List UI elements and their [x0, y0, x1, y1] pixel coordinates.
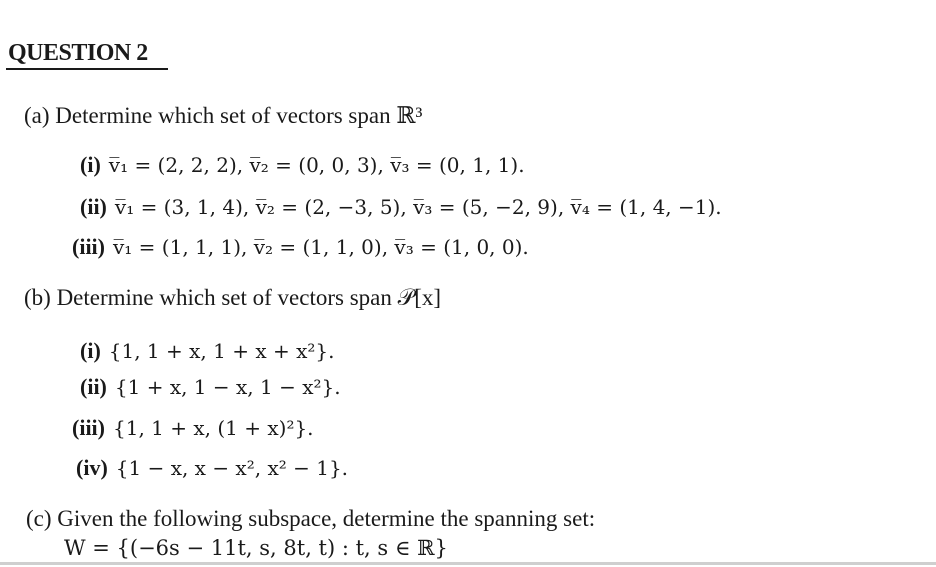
bottom-divider: [0, 562, 936, 565]
part-a-item-i: [80, 152, 525, 178]
item-text: {1, 1 + x, 1 + x + x²}.: [108, 339, 335, 363]
part-a-item-iii: [72, 234, 529, 260]
part-b-item-iii: [72, 415, 314, 441]
part-c-heading: (c) Given the following subspace, determine the spanning set:: [26, 506, 596, 531]
item-label: (i): [80, 338, 101, 363]
item-text: {1 + x, 1 − x, 1 − x²}.: [114, 375, 341, 399]
item-label: (iii): [72, 234, 105, 259]
item-text: {1, 1 + x, (1 + x)²}.: [113, 416, 314, 440]
item-text: v̅₁ = (3, 1, 4), v̅₂ = (2, −3, 5), v̅₃ = (5, −2, 9), v̅₄ = (1, 4, −1).: [114, 195, 722, 219]
part-b-item-ii: [80, 374, 341, 400]
item-label: (ii): [80, 374, 107, 399]
item-text: v̅₁ = (2, 2, 2), v̅₂ = (0, 0, 3), v̅₃ = (0, 1, 1).: [108, 153, 525, 177]
part-b-heading: (b) Determine which set of vectors span 𝒫[x]: [24, 285, 442, 310]
item-label: (i): [80, 152, 101, 177]
item-label: (iii): [72, 415, 105, 440]
item-text: {1 − x, x − x², x² − 1}.: [115, 456, 349, 480]
part-a-item-ii: [80, 194, 722, 220]
part-b-item-i: [80, 338, 334, 364]
item-label: (iv): [76, 455, 108, 480]
part-b-item-iv: [76, 455, 348, 481]
item-label: (ii): [80, 194, 107, 219]
part-a-heading: (a) Determine which set of vectors span ℝ³: [24, 103, 423, 128]
question-title: QUESTION 2: [8, 40, 148, 66]
part-c-subspace: W = {(−6s − 11t, s, 8t, t) : t, s ∈ ℝ}: [64, 536, 448, 560]
item-text: v̅₁ = (1, 1, 1), v̅₂ = (1, 1, 0), v̅₃ = (1, 0, 0).: [113, 235, 529, 259]
title-underline: [6, 68, 168, 70]
